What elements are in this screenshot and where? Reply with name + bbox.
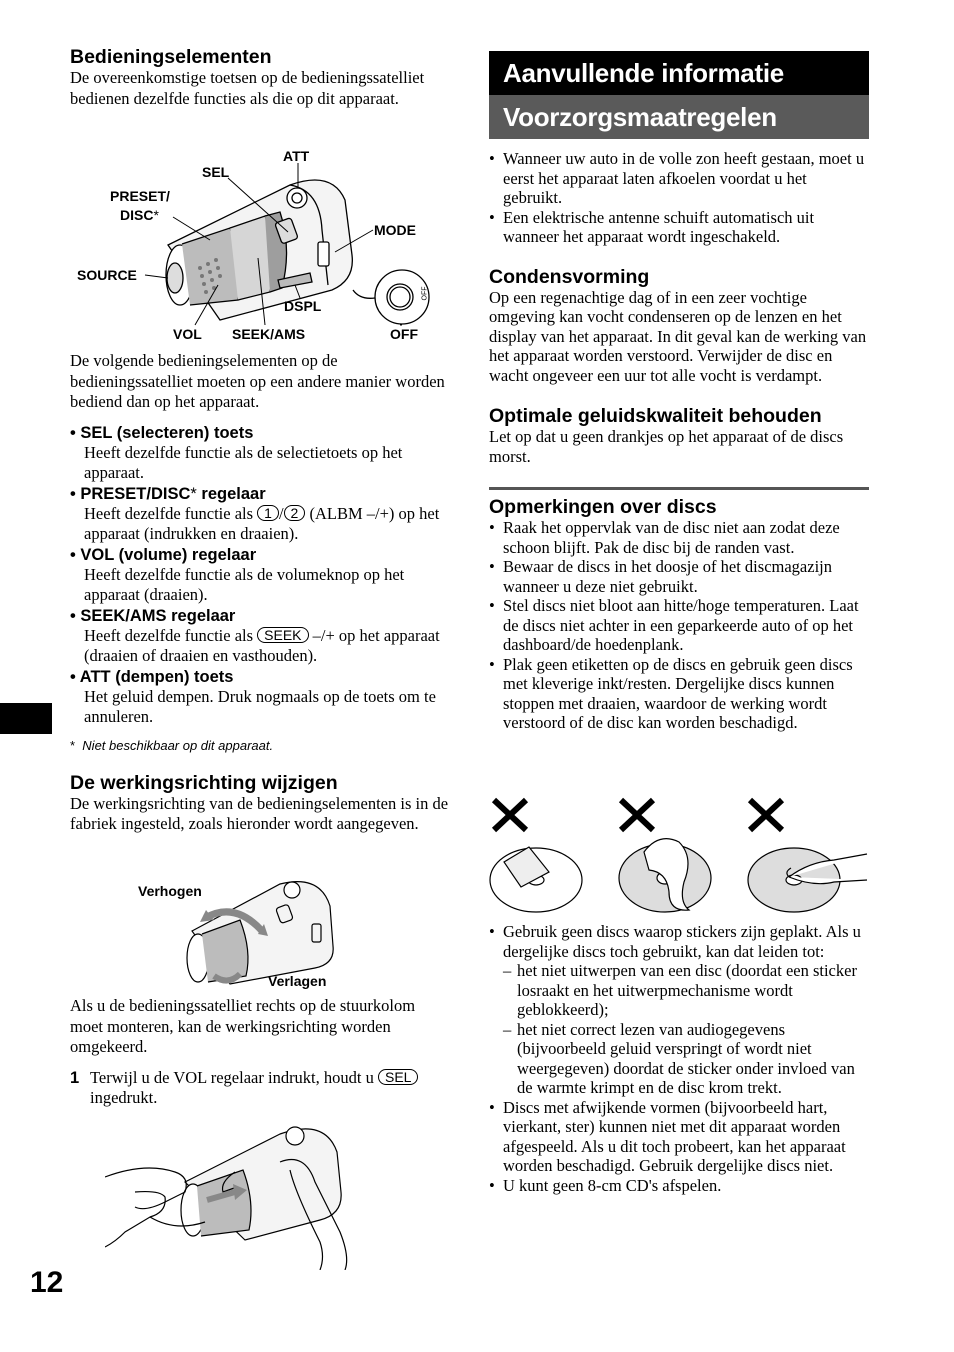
- step-1: 1 Terwijl u de VOL regelaar indrukt, houdt u SEL ingedrukt.: [70, 1068, 450, 1109]
- dash-item: – het niet correct lezen van audiogegevens (bijvoorbeeld geluid verspringt of wordt niet weergegeven) doordat de sticker onder invloed van de warmte krimpt en de disc krom trekt.: [503, 1019, 855, 1097]
- label-sel: SEL: [202, 164, 230, 180]
- control-item: • SEL (selecteren) toets Heeft dezelfde functie als de selectietoets op het apparaat.: [70, 423, 403, 482]
- key-1: 1: [257, 505, 279, 521]
- control-item: • SEEK/AMS regelaar Heeft dezelfde functie als SEEK –/+ op het apparaat (draaien of draaien en vasthouden).: [70, 606, 440, 665]
- label-off-small: OFF: [421, 286, 429, 301]
- left-body-2: [70, 996, 450, 1109]
- label-mode: MODE: [374, 222, 416, 238]
- sound-text: Let op dat u geen drankjes op het apparaat of de discs morst.: [489, 427, 844, 466]
- list-item: • Raak het oppervlak van de disc niet aan zodat deze schoon blijft. Pak de disc bij de randen vast.: [489, 518, 840, 557]
- left-column: [70, 46, 450, 109]
- control-item: • VOL (volume) regelaar Heeft dezelfde functie als de volumeknop op het apparaat (draaien).: [70, 545, 405, 604]
- list-item: • Bewaar de discs in het doosje of het discmagazijn wanneer u deze niet gebruikt.: [489, 557, 832, 596]
- side-tab: [0, 703, 52, 734]
- hand-diagram: [105, 1122, 405, 1270]
- discs-heading: Opmerkingen over discs: [489, 496, 717, 518]
- sound-heading: Optimale geluidskwaliteit behouden: [489, 405, 822, 427]
- condensation-text: Op een regenachtige dag of in een zeer vochtige omgeving kan vocht condenseren op de lenzen en het display van het apparaat. In dit geval kan de werking van het apparaat worden verstoord. Verwijder de disc en wacht ongeveer een uur tot alle vocht is verdampt.: [489, 287, 867, 385]
- banner-aanvullende: Aanvullende informatie: [489, 51, 869, 95]
- banner-voorzorg: Voorzorgsmaatregelen: [489, 95, 869, 139]
- controls-heading: Bedieningselementen: [70, 46, 272, 68]
- list-item: • Gebruik geen discs waarop stickers zijn geplakt. Als u dergelijke discs toch gebruikt, kan dat leiden tot:: [489, 922, 861, 961]
- disc-illustration: [489, 792, 869, 917]
- disc-warnings-illustration: [489, 792, 869, 917]
- list-item: • Wanneer uw auto in de volle zon heeft gestaan, moet u eerst het apparaat laten afkoelen voordat u het gebruikt.: [489, 149, 865, 207]
- label-disc: DISC*: [120, 207, 159, 223]
- section-rule: [489, 487, 869, 490]
- label-dspl: DSPL: [284, 298, 322, 314]
- controls-intro: De overeenkomstige toetsen op de bedieningssatelliet bedienen dezelfde functies als die op dit apparaat.: [70, 68, 425, 108]
- label-verhogen: Verhogen: [138, 883, 202, 899]
- sticker-notes: [489, 922, 869, 1195]
- cross-icon: [494, 800, 782, 830]
- list-item: • Een elektrische antenne schuift automatisch uit wanneer het apparaat wordt ingeschakeld.: [489, 207, 815, 246]
- label-source: SOURCE: [77, 267, 137, 283]
- label-off: OFF: [390, 326, 418, 342]
- remote-illustration: [70, 140, 450, 350]
- label-preset: PRESET/: [110, 188, 170, 204]
- mount-text: Als u de bedieningssatelliet rechts op de stuurkolom moet monteren, kan de werkingsrichting worden omgekeerd.: [70, 996, 416, 1056]
- list-item: • Stel discs niet bloot aan hitte/hoge temperaturen. Laat de discs niet achter in een geparkeerde auto of op het dashboard/de hoedenplank.: [489, 596, 859, 654]
- control-item: • ATT (dempen) toets Het geluid dempen. Druk nogmaals op de toets om te annuleren.: [70, 667, 436, 726]
- direction-diagram: [130, 876, 350, 994]
- key-sel: SEL: [378, 1069, 418, 1085]
- right-column: [489, 51, 869, 733]
- hand-illustration: [105, 1122, 405, 1270]
- condensation-heading: Condensvorming: [489, 265, 650, 288]
- label-vol: VOL: [173, 326, 202, 342]
- label-seek-ams: SEEK/AMS: [232, 326, 306, 342]
- different-intro: De volgende bedieningselementen op de bedieningssatelliet moeten op een andere manier worden bediend dan op het apparaat.: [70, 351, 445, 411]
- direction-intro: De werkingsrichting van de bedieningselementen is in de fabriek ingesteld, zoals hieronder wordt aangegeven.: [70, 793, 449, 833]
- direction-heading: De werkingsrichting wijzigen: [70, 771, 338, 794]
- control-item: • PRESET/DISC* regelaar Heeft dezelfde functie als 1 / 2 (ALBM –/+) op het apparaat (indrukken en draaien).: [70, 484, 440, 543]
- precautions-list: [489, 149, 869, 247]
- disc-notes-list: [489, 518, 869, 733]
- list-item: • Plak geen etiketten op de discs en gebruik geen discs met kleverige inkt/resten. Dergelijke discs kunnen stoppen met draaien, waardoor de werking wordt verstoord of de disc kan worden beschadigd.: [489, 654, 853, 732]
- list-item: • U kunt geen 8-cm CD's afspelen.: [489, 1175, 722, 1195]
- label-verlagen: Verlagen: [268, 973, 327, 989]
- list-item: • Discs met afwijkende vormen (bijvoorbeeld hart, vierkant, ster) kunnen niet met dit apparaat worden afgespeeld. Als u dit toch probeert, kan het apparaat worden beschadigd. Gebruik dergelijke discs niet.: [489, 1097, 846, 1175]
- page-number: 12: [30, 1266, 64, 1299]
- left-body: [70, 351, 450, 835]
- remote-diagram: [70, 140, 450, 350]
- key-seek: SEEK: [257, 627, 308, 643]
- key-2: 2: [284, 505, 306, 521]
- footnote: * Niet beschikbaar op dit apparaat.: [70, 737, 274, 753]
- dash-item: – het niet uitwerpen van een disc (doordat een sticker losraakt en het uitwerpmechanisme wordt geblokkeerd);: [503, 961, 857, 1019]
- label-att: ATT: [283, 148, 310, 164]
